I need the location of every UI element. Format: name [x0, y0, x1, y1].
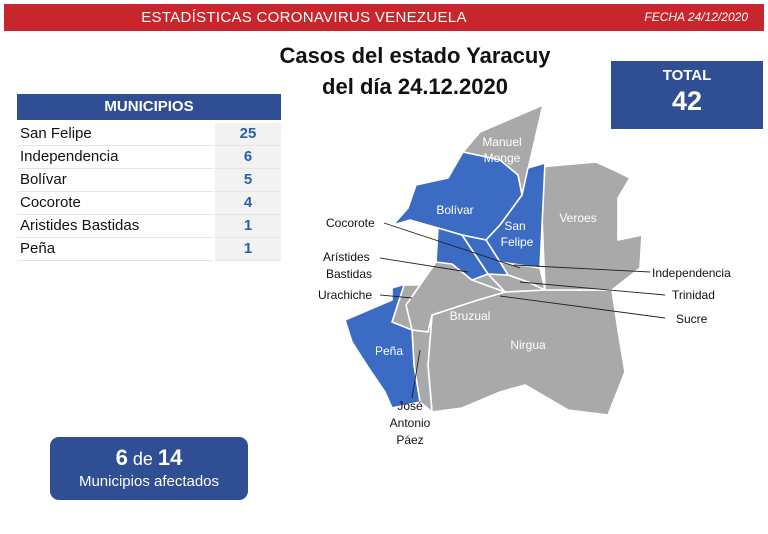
map-label-manuel-monge-2: Monge — [483, 151, 521, 165]
affected-label: Municipios afectados — [78, 473, 220, 490]
municipios-header: MUNICIPIOS — [17, 94, 281, 120]
callout-jose-3: Páez — [396, 433, 424, 447]
callout-jose-1: José — [397, 399, 423, 413]
callout-aristides-2: Bastidas — [326, 267, 373, 281]
municipio-name: Cocorote — [17, 192, 213, 215]
map-label-veroes: Veroes — [559, 211, 597, 225]
map-label-manuel-monge-1: Manuel — [482, 135, 522, 149]
affected-connector: de — [132, 449, 153, 469]
municipio-name: Aristides Bastidas — [17, 215, 213, 238]
callout-independencia: Independencia — [652, 266, 731, 280]
municipio-count: 5 — [215, 169, 281, 192]
affected-box — [50, 437, 248, 500]
map-label-bolivar: Bolívar — [436, 203, 474, 217]
callout-sucre: Sucre — [676, 312, 708, 326]
map-label-pena: Peña — [374, 344, 404, 358]
total-value: 42 — [671, 86, 703, 116]
municipio-name: San Felipe — [17, 123, 213, 146]
municipio-count: 1 — [215, 215, 281, 238]
map-label-bruzual: Bruzual — [449, 309, 491, 323]
municipio-name: Peña — [17, 238, 213, 261]
map-label-san-felipe-1: San — [504, 219, 526, 233]
header-date: FECHA 24/12/2020 — [644, 10, 748, 24]
municipio-count: 1 — [215, 238, 281, 261]
callout-cocorote: Cocorote — [326, 216, 375, 230]
map-label-san-felipe-2: Felipe — [500, 235, 534, 249]
map-label-nirgua: Nirgua — [510, 338, 546, 352]
main-title-line2: del día 24.12.2020 — [322, 74, 508, 99]
total-label: TOTAL — [662, 67, 712, 84]
affected-total: 14 — [157, 445, 183, 470]
affected-count: 6 — [115, 445, 128, 470]
municipio-count: 25 — [215, 123, 281, 146]
callout-aristides-1: Arístides — [323, 250, 370, 264]
municipio-name: Independencia — [17, 146, 213, 169]
affected-fraction — [50, 445, 248, 471]
municipio-name: Bolívar — [17, 169, 213, 192]
callout-urachiche: Urachiche — [318, 288, 373, 302]
municipio-count: 6 — [215, 146, 281, 169]
municipio-count: 4 — [215, 192, 281, 215]
main-title-line1: Casos del estado Yaracuy — [279, 43, 551, 68]
callout-trinidad: Trinidad — [672, 288, 715, 302]
callout-jose-2: Antonio — [389, 416, 431, 430]
header-title: ESTADÍSTICAS CORONAVIRUS VENEZUELA — [141, 9, 467, 26]
